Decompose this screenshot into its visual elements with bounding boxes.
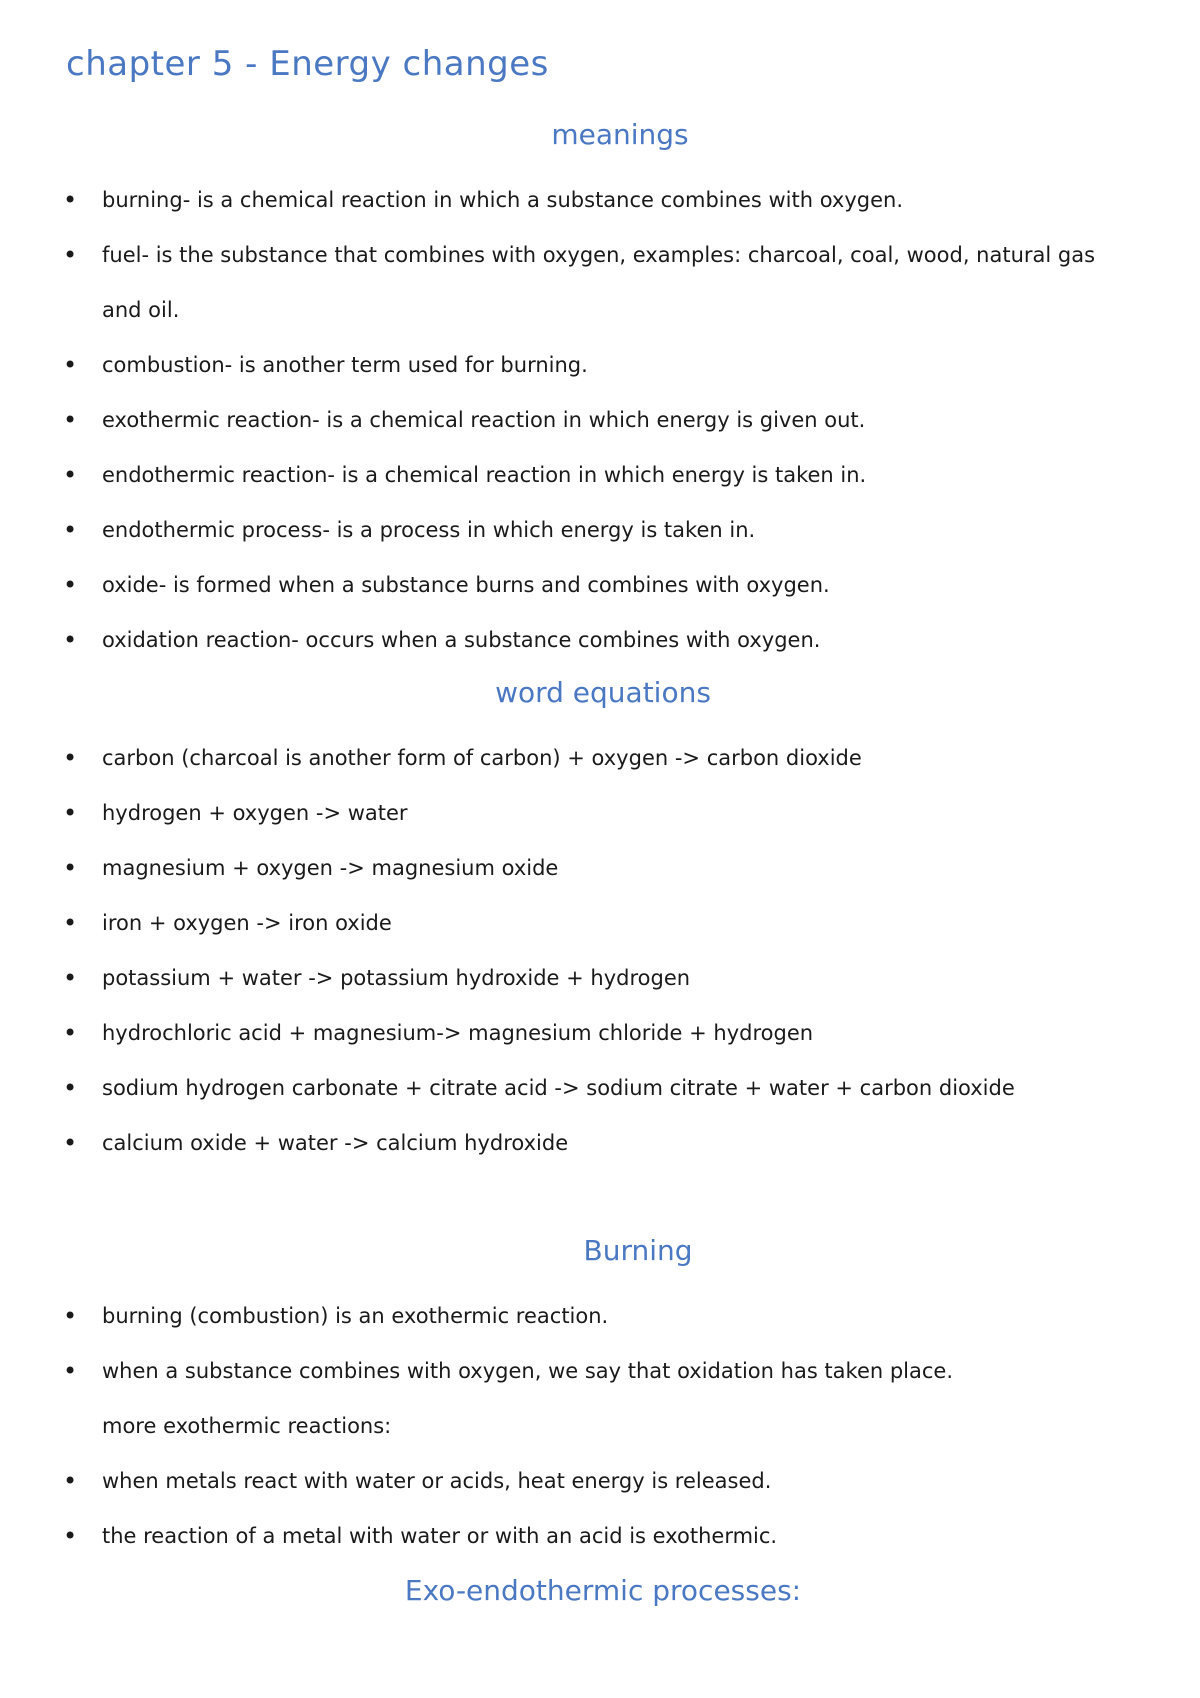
- bullet-icon: •: [63, 1522, 78, 1550]
- list-item: • combustion- is another term used for burning.: [0, 338, 1200, 393]
- bullet-icon: •: [63, 909, 78, 937]
- list-item: • potassium + water -> potassium hydroxide + hydrogen: [0, 951, 1200, 1006]
- bullet-icon: •: [63, 964, 78, 992]
- chapter-title: chapter 5 - Energy changes: [66, 44, 549, 84]
- list-item: • burning- is a chemical reaction in which a substance combines with oxygen.: [0, 173, 1200, 228]
- burning-list-b: [0, 1454, 1200, 1564]
- burning-subheading: more exothermic reactions:: [102, 1414, 392, 1438]
- list-item: • magnesium + oxygen -> magnesium oxide: [0, 841, 1200, 896]
- bullet-icon: •: [63, 1074, 78, 1102]
- bullet-icon: •: [63, 626, 78, 654]
- bullet-icon: •: [63, 186, 78, 214]
- list-item: • when metals react with water or acids, heat energy is released.: [0, 1454, 1200, 1509]
- bullet-icon: •: [63, 1129, 78, 1157]
- bullet-icon: •: [63, 1302, 78, 1330]
- section-heading-meanings: meanings: [551, 118, 689, 151]
- bullet-icon: •: [63, 1357, 78, 1385]
- bullet-icon: •: [63, 854, 78, 882]
- list-item: • sodium hydrogen carbonate + citrate acid -> sodium citrate + water + carbon dioxide: [0, 1061, 1200, 1116]
- word-equations-list: [0, 731, 1200, 1171]
- bullet-icon: •: [63, 241, 78, 269]
- bullet-icon: •: [63, 799, 78, 827]
- list-item: • oxidation reaction- occurs when a substance combines with oxygen.: [0, 613, 1200, 668]
- meanings-list: [0, 173, 1200, 668]
- list-item: • iron + oxygen -> iron oxide: [0, 896, 1200, 951]
- section-heading-exo-endothermic: Exo-endothermic processes:: [404, 1574, 802, 1607]
- list-item: • when a substance combines with oxygen, we say that oxidation has taken place.: [0, 1344, 1200, 1399]
- bullet-icon: •: [63, 406, 78, 434]
- list-item: • calcium oxide + water -> calcium hydroxide: [0, 1116, 1200, 1171]
- bullet-icon: •: [63, 571, 78, 599]
- list-item: • endothermic process- is a process in which energy is taken in.: [0, 503, 1200, 558]
- burning-list-a: [0, 1289, 1200, 1399]
- list-item: • oxide- is formed when a substance burns and combines with oxygen.: [0, 558, 1200, 613]
- list-item: • the reaction of a metal with water or with an acid is exothermic.: [0, 1509, 1200, 1564]
- list-item: • endothermic reaction- is a chemical reaction in which energy is taken in.: [0, 448, 1200, 503]
- list-item: • hydrogen + oxygen -> water: [0, 786, 1200, 841]
- list-item: • burning (combustion) is an exothermic reaction.: [0, 1289, 1200, 1344]
- list-item: • fuel- is the substance that combines with oxygen, examples: charcoal, coal, wood, natural gas and oil.: [0, 228, 1200, 338]
- section-heading-burning: Burning: [583, 1234, 693, 1267]
- bullet-icon: •: [63, 744, 78, 772]
- bullet-icon: •: [63, 1467, 78, 1495]
- bullet-icon: •: [63, 1019, 78, 1047]
- bullet-icon: •: [63, 351, 78, 379]
- bullet-icon: •: [63, 461, 78, 489]
- list-item: • exothermic reaction- is a chemical reaction in which energy is given out.: [0, 393, 1200, 448]
- list-item: • hydrochloric acid + magnesium-> magnesium chloride + hydrogen: [0, 1006, 1200, 1061]
- list-item: • carbon (charcoal is another form of carbon) + oxygen -> carbon dioxide: [0, 731, 1200, 786]
- section-heading-word-equations: word equations: [495, 676, 711, 709]
- bullet-icon: •: [63, 516, 78, 544]
